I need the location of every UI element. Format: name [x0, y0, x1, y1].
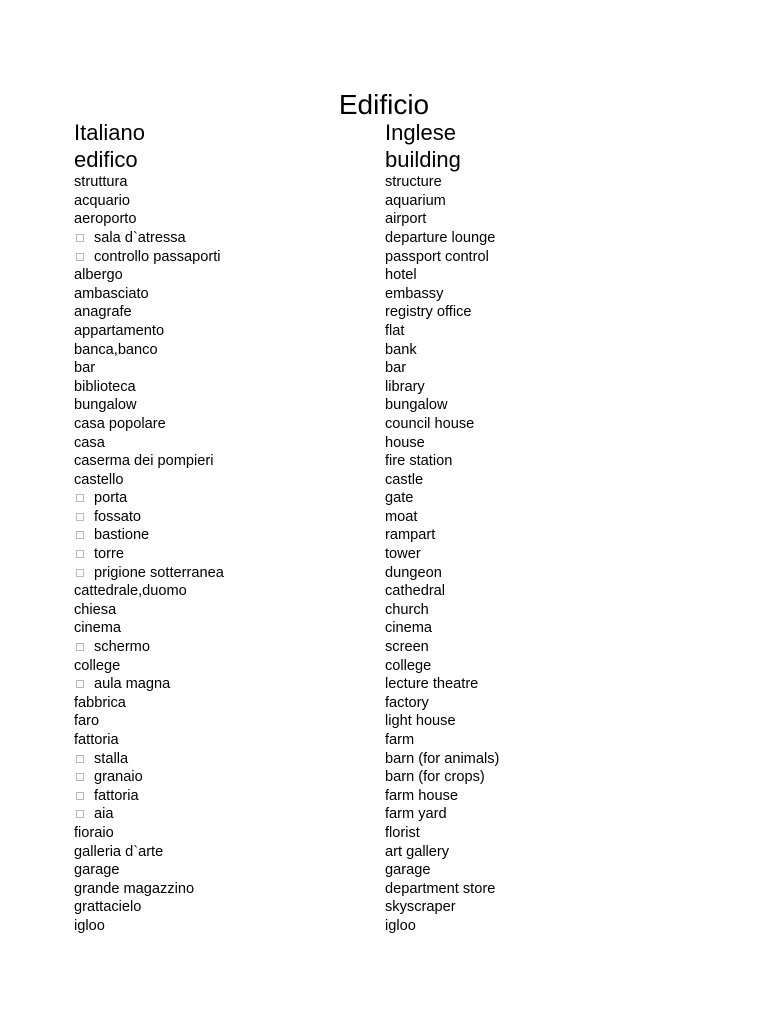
english-word-row: [385, 805, 685, 824]
english-word-text: farm yard: [385, 806, 447, 823]
english-word-row: [385, 917, 685, 936]
italian-word-text: galleria d`arte: [74, 843, 164, 860]
english-word-row: [385, 322, 685, 341]
italian-word-row: [74, 768, 374, 787]
italian-word-row: [74, 266, 374, 285]
bullet-box-icon: [76, 513, 84, 521]
italian-word-text: casa popolare: [74, 415, 166, 432]
italian-word-text: igloo: [74, 917, 105, 934]
italian-word-row: [74, 322, 374, 341]
italian-word-list: [74, 173, 374, 935]
italian-word-text: fattoria: [74, 732, 119, 748]
english-word-row: [385, 638, 685, 657]
english-word-row: [385, 880, 685, 899]
italian-word-row: [74, 415, 374, 434]
italian-word-row: [74, 582, 374, 601]
italian-word-row: [74, 378, 374, 397]
english-word-text: light house: [385, 713, 456, 730]
english-word-row: [385, 675, 685, 694]
italian-word-row: [74, 824, 374, 843]
italian-word-row: [74, 192, 374, 211]
italian-word-text: albergo: [74, 267, 123, 284]
italian-word-text: torre: [94, 546, 125, 563]
italian-word-text: porta: [94, 490, 128, 507]
english-word-text: tower: [385, 546, 421, 563]
italian-word-text: bungalow: [74, 397, 137, 414]
italian-word-row: [74, 396, 374, 415]
english-word-text: flat: [385, 322, 405, 339]
english-word-row: [385, 657, 685, 676]
italian-word-row: [74, 508, 374, 527]
italian-word-row: [74, 341, 374, 360]
italian-word-text: faro: [74, 713, 100, 730]
italian-word-text: garage: [74, 862, 120, 879]
english-word-text: gate: [385, 490, 414, 507]
english-word-row: [385, 248, 685, 267]
italian-word-text: castello: [74, 471, 124, 488]
english-word-text: registry office: [385, 304, 472, 321]
english-word-row: [385, 192, 685, 211]
english-word-text: farm house: [385, 787, 459, 804]
italian-word-row: [74, 805, 374, 824]
english-word-text: passport control: [385, 248, 489, 265]
english-word-row: [385, 229, 685, 248]
english-word-text: florist: [385, 824, 420, 841]
english-word-row: [385, 843, 685, 862]
italian-word-text: struttura: [74, 174, 128, 191]
english-word-text: department store: [385, 880, 496, 897]
english-word-row: [385, 750, 685, 769]
italian-word-row: [74, 303, 374, 322]
italian-word-text: grattacielo: [74, 899, 142, 916]
english-word-row: [385, 266, 685, 285]
italian-word-row: [74, 210, 374, 229]
english-word-row: [385, 210, 685, 229]
italian-word-row: [74, 619, 374, 638]
bullet-box-icon: [76, 755, 84, 763]
italian-word-text: casa: [74, 434, 105, 451]
bullet-box-icon: [76, 550, 84, 558]
bullet-box-icon: [76, 494, 84, 502]
italian-word-row: [74, 248, 374, 267]
english-word-text: embassy: [385, 285, 444, 302]
italian-word-text: acquario: [74, 192, 130, 209]
italian-word-text: schermo: [94, 639, 150, 656]
italian-word-row: [74, 675, 374, 694]
english-word-text: garage: [385, 862, 431, 879]
english-word-row: [385, 787, 685, 806]
english-word-row: [385, 434, 685, 453]
english-word-text: screen: [385, 639, 429, 656]
italian-word-row: [74, 545, 374, 564]
italian-word-text: grande magazzino: [74, 880, 195, 897]
italian-word-row: [74, 434, 374, 453]
italian-word-text: cattedrale,duomo: [74, 583, 187, 600]
italian-word-row: [74, 173, 374, 192]
english-word-text: lecture theatre: [385, 676, 479, 693]
italian-word-text: appartamento: [74, 322, 165, 339]
english-word-row: [385, 898, 685, 917]
english-word-text: airport: [385, 211, 427, 228]
english-word-text: factory: [385, 694, 429, 711]
english-word-text: barn (for animals): [385, 750, 500, 767]
english-word-text: house: [385, 434, 425, 451]
english-word-text: bar: [385, 360, 407, 377]
english-word-row: [385, 564, 685, 583]
italian-word-row: [74, 731, 374, 750]
italian-word-text: fabbrica: [74, 694, 126, 711]
italian-word-text: college: [74, 657, 121, 674]
bullet-box-icon: [76, 810, 84, 818]
italian-word-text: aeroporto: [74, 211, 137, 228]
italian-word-text: stalla: [94, 750, 129, 767]
italian-word-row: [74, 489, 374, 508]
bullet-box-icon: [76, 253, 84, 261]
english-word-text: departure lounge: [385, 229, 496, 246]
italian-word-row: [74, 787, 374, 806]
english-word-text: skyscraper: [385, 899, 456, 916]
english-word-text: bank: [385, 341, 417, 358]
italian-word-row: [74, 657, 374, 676]
english-word-text: structure: [385, 174, 442, 191]
english-word-text: college: [385, 657, 432, 674]
italian-word-text: aula magna: [94, 676, 171, 693]
english-word-row: [385, 173, 685, 192]
english-word-text: library: [385, 378, 425, 395]
english-word-text: barn (for crops): [385, 769, 485, 786]
italian-word-text: aia: [94, 806, 114, 823]
english-word-row: [385, 303, 685, 322]
italian-word-text: fioraio: [74, 824, 114, 841]
italian-word-text: cinema: [74, 620, 122, 637]
english-word-row: [385, 396, 685, 415]
italian-word-text: sala d`atressa: [94, 229, 186, 246]
italian-word-text: chiesa: [74, 601, 117, 618]
italian-word-row: [74, 750, 374, 769]
bullet-box-icon: [76, 792, 84, 800]
english-word-row: [385, 508, 685, 527]
italian-word-text: granaio: [94, 769, 143, 786]
english-word-text: art gallery: [385, 843, 450, 860]
italian-word-text: bastione: [94, 527, 150, 544]
english-word-row: [385, 694, 685, 713]
english-word-list: [385, 173, 685, 935]
english-word-text: council house: [385, 415, 475, 432]
english-word-text: hotel: [385, 267, 417, 284]
english-word-row: [385, 731, 685, 750]
english-word-text: moat: [385, 508, 418, 525]
italian-word-row: [74, 471, 374, 490]
english-word-row: [385, 861, 685, 880]
italian-column: [74, 120, 374, 936]
italian-word-row: [74, 359, 374, 378]
english-word-text: bungalow: [385, 397, 448, 414]
english-word-row: [385, 452, 685, 471]
english-word-row: [385, 415, 685, 434]
english-word-row: [385, 712, 685, 731]
italian-word-text: banca,banco: [74, 341, 158, 358]
english-word-row: [385, 359, 685, 378]
italian-word-row: [74, 917, 374, 936]
italian-word-row: [74, 526, 374, 545]
bullet-box-icon: [76, 680, 84, 688]
english-word-text: igloo: [385, 917, 416, 934]
english-word-row: [385, 768, 685, 787]
english-column: [385, 120, 685, 936]
italian-word-text: fattoria: [94, 787, 139, 804]
english-word-row: [385, 285, 685, 304]
english-word-row: [385, 582, 685, 601]
english-column-header: Inglese: [385, 120, 456, 145]
bullet-box-icon: [76, 569, 84, 577]
english-word-row: [385, 471, 685, 490]
english-word-row: [385, 378, 685, 397]
bullet-box-icon: [76, 643, 84, 651]
italian-column-header: Italiano: [74, 120, 145, 145]
bullet-box-icon: [76, 773, 84, 781]
italian-word-row: [74, 564, 374, 583]
italian-word-row: [74, 898, 374, 917]
italian-column-subheader: edifico: [74, 146, 138, 172]
english-word-text: dungeon: [385, 564, 442, 581]
english-word-text: cathedral: [385, 583, 446, 600]
italian-word-text: bar: [74, 360, 96, 377]
italian-word-text: fossato: [94, 508, 142, 525]
italian-word-text: biblioteca: [74, 378, 136, 395]
italian-word-row: [74, 638, 374, 657]
english-word-text: farm: [385, 732, 415, 748]
italian-word-text: controllo passaporti: [94, 248, 221, 265]
italian-word-row: [74, 452, 374, 471]
english-word-text: aquarium: [385, 192, 446, 209]
english-word-row: [385, 545, 685, 564]
english-word-row: [385, 489, 685, 508]
italian-word-row: [74, 861, 374, 880]
italian-word-row: [74, 880, 374, 899]
english-word-text: castle: [385, 471, 424, 488]
italian-word-row: [74, 285, 374, 304]
italian-word-text: ambasciato: [74, 285, 149, 302]
italian-word-text: anagrafe: [74, 304, 132, 321]
italian-word-row: [74, 229, 374, 248]
english-column-subheader: building: [385, 146, 461, 172]
english-word-row: [385, 526, 685, 545]
english-word-text: cinema: [385, 620, 433, 637]
english-word-text: rampart: [385, 527, 436, 544]
bullet-box-icon: [76, 531, 84, 539]
italian-word-row: [74, 694, 374, 713]
bullet-box-icon: [76, 234, 84, 242]
english-word-row: [385, 824, 685, 843]
english-word-text: church: [385, 601, 429, 618]
italian-word-text: prigione sotterranea: [94, 564, 224, 581]
italian-word-row: [74, 843, 374, 862]
english-word-row: [385, 601, 685, 620]
document-title: Edificio: [338, 89, 430, 120]
italian-word-row: [74, 601, 374, 620]
italian-word-text: caserma dei pompieri: [74, 453, 214, 470]
english-word-row: [385, 619, 685, 638]
english-word-text: fire station: [385, 453, 453, 470]
english-word-row: [385, 341, 685, 360]
italian-word-row: [74, 712, 374, 731]
